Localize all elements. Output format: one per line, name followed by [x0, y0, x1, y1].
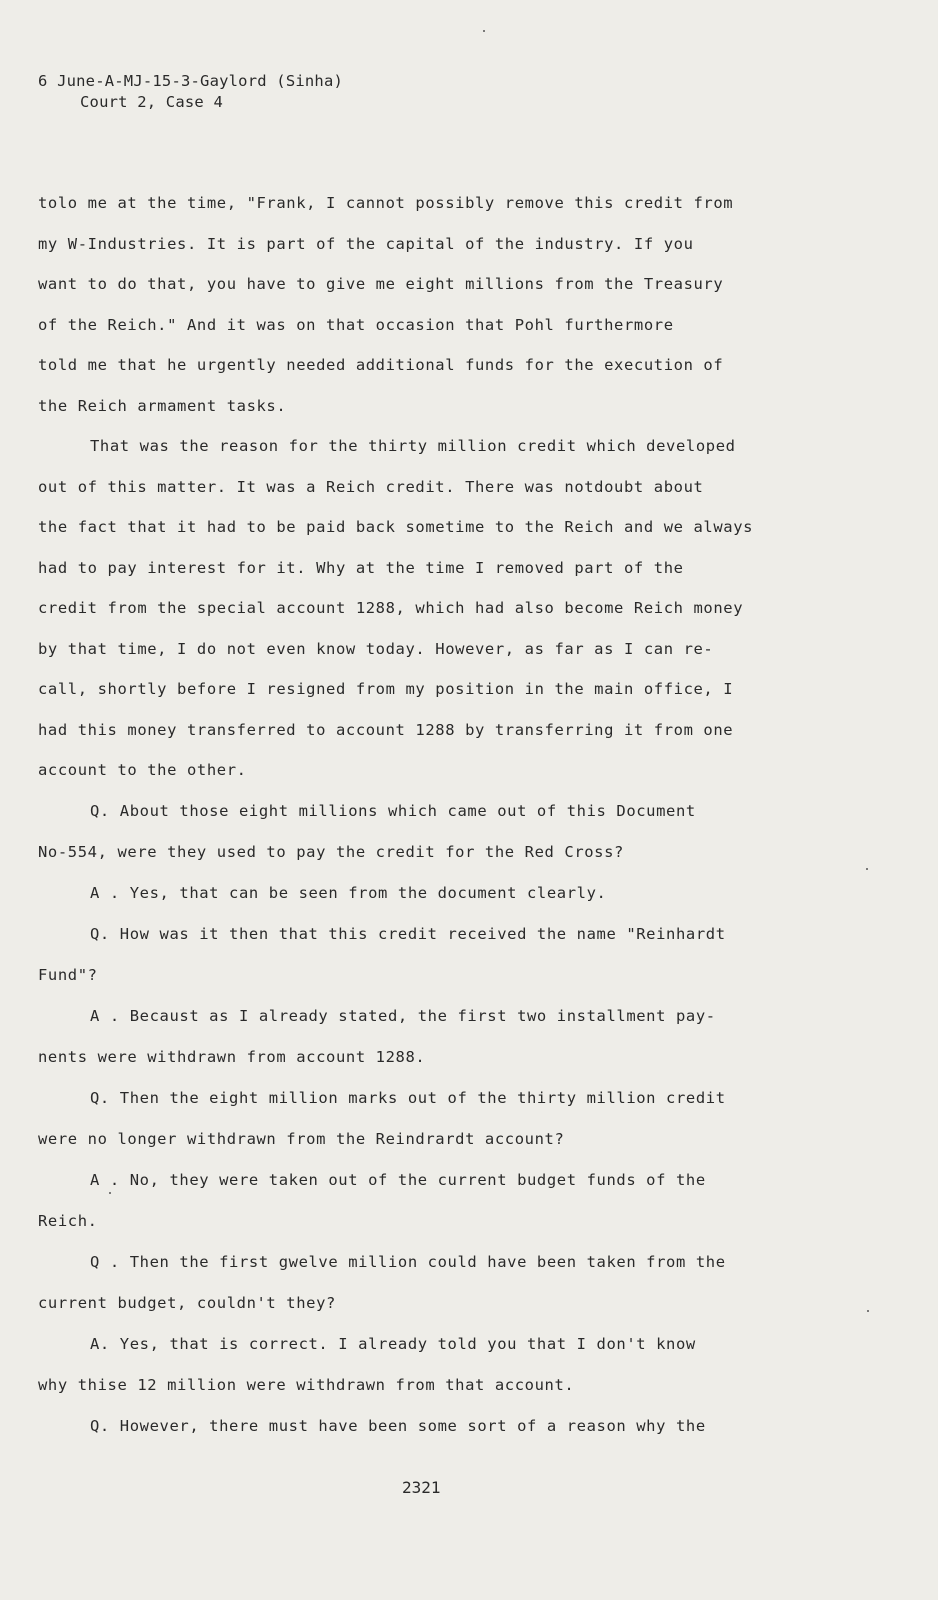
paper-speck — [867, 1310, 869, 1312]
transcript-line: Fund"? — [38, 966, 98, 984]
transcript-line: were no longer withdrawn from the Reindrardt account? — [38, 1130, 565, 1148]
transcript-line: out of this matter. It was a Reich credit. There was notdoubt about — [38, 478, 704, 496]
page-number: 2321 — [402, 1478, 441, 1497]
transcript-line: Reich. — [38, 1212, 98, 1230]
transcript-line: nents were withdrawn from account 1288. — [38, 1048, 426, 1066]
transcript-line: A. Yes, that is correct. I already told you that I don't know — [90, 1335, 696, 1353]
transcript-line: No-554, were they used to pay the credit for the Red Cross? — [38, 843, 624, 861]
transcript-line: want to do that, you have to give me eight millions from the Treasury — [38, 275, 724, 293]
transcript-line: credit from the special account 1288, which had also become Reich money — [38, 599, 744, 617]
transcript-line: Q. How was it then that this credit received the name "Reinhardt — [90, 925, 726, 943]
transcript-line: Q. Then the eight million marks out of the thirty million credit — [90, 1089, 726, 1107]
paper-speck — [483, 30, 485, 32]
transcript-line: call, shortly before I resigned from my position in the main office, I — [38, 680, 734, 698]
transcript-line: A . Becaust as I already stated, the first two installment pay- — [90, 1007, 716, 1025]
paper-speck — [109, 1192, 111, 1194]
transcript-line: had to pay interest for it. Why at the time I removed part of the — [38, 559, 684, 577]
transcript-line: Q. However, there must have been some sort of a reason why the — [90, 1417, 706, 1435]
transcript-line: A . No, they were taken out of the current budget funds of the — [90, 1171, 706, 1189]
transcript-line: by that time, I do not even know today. However, as far as I can re- — [38, 640, 714, 658]
transcript-line: my W-Industries. It is part of the capital of the industry. If you — [38, 235, 694, 253]
transcript-line: tolo me at the time, "Frank, I cannot possibly remove this credit from — [38, 194, 734, 212]
transcript-line: why thise 12 million were withdrawn from that account. — [38, 1376, 575, 1394]
transcript-line: of the Reich." And it was on that occasion that Pohl furthermore — [38, 316, 674, 334]
transcript-line: had this money transferred to account 1288 by transferring it from one — [38, 721, 734, 739]
paper-speck — [866, 868, 868, 870]
transcript-line: the Reich armament tasks. — [38, 397, 287, 415]
transcript-line: account to the other. — [38, 761, 247, 779]
transcript-line: the fact that it had to be paid back sometime to the Reich and we always — [38, 518, 754, 536]
transcript-line: Q . Then the first gwelve million could have been taken from the — [90, 1253, 726, 1271]
transcript-line: That was the reason for the thirty million credit which developed — [90, 437, 736, 455]
document-header-reference: 6 June-A-MJ-15-3-Gaylord (Sinha) — [38, 72, 344, 90]
transcript-line: current budget, couldn't they? — [38, 1294, 336, 1312]
transcript-line: told me that he urgently needed additional funds for the execution of — [38, 356, 724, 374]
transcript-line: Q. About those eight millions which came out of this Document — [90, 802, 696, 820]
document-header-court: Court 2, Case 4 — [80, 93, 223, 111]
transcript-line: A . Yes, that can be seen from the document clearly. — [90, 884, 607, 902]
